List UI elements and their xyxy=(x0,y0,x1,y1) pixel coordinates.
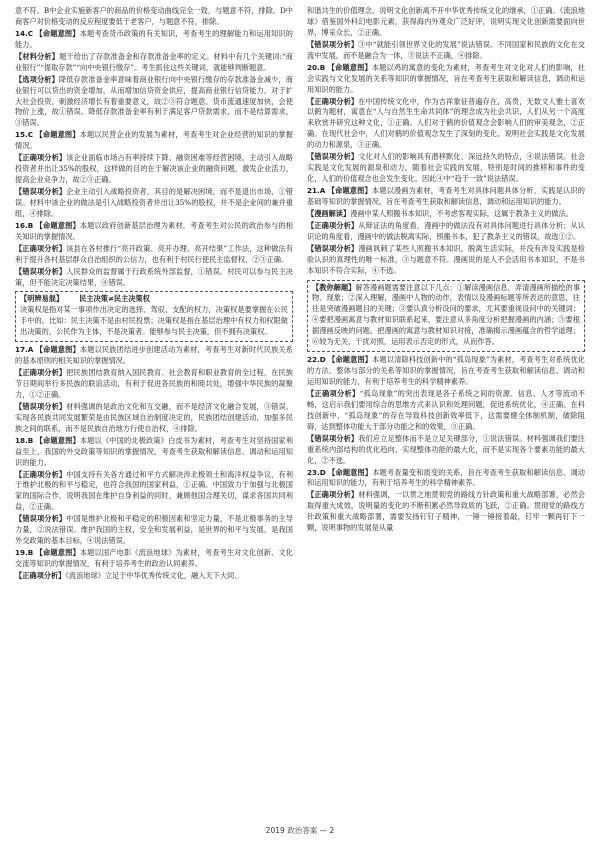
note-title: 【明辨易混】 xyxy=(20,294,64,304)
question-number: 20.B xyxy=(307,62,326,72)
question-20: 20.B 【命题意图】本题以鸡的寓意的变化为素材，考查考生对文化对人们的影响，社会实践与文化发展的关系等知识的掌握情况，旨在考查考生获取和解读信息，调动和运用知识的能力。 【正确项分析】在中国传统文化中，作为吉祥象征普遍存在，高贵，无数文人雅士喜欢以鹤为题材，寓意在“人与自然生生命共同体”的理念成为社会共识，人们从另一个高度来欣赏并研究这种文化，①正确。人们对于鹤的价值观念会影响人们的审美观念，②正确。在现代社会中，人们对鹤的价值观念发生了深刻的变化，说明社会实践是文化发展的动力和源泉，③正确。 【错误项分析】文化对人们的影响具有潜移默化、深远持久的特点，④说法错误。社会实践是文化发展的源泉和动力，随着社会实践的发展，特别是时间的推移和事件的变化，人们的价值观念也会发生变化，因此④中“趋于一致”说法错误。 xyxy=(307,62,585,184)
question-number: 22.D xyxy=(307,355,326,365)
note-body: 决策权是指对某一事项作出决定的选择、驾驭、支配的权力，决策权是要掌握在公民手中的，比如：民主决策不是由村民投票；决策权是指在基层治理中有权力和权限做出决策的，公民作为主体，不是决策者。能够参与民主决策，但不拥有决策权。 xyxy=(20,305,288,337)
continued-text: 和谐共生的价值理念，说明文化创新离不开中华优秀传统文化的继承，①正确。《流浪地球》借鉴国外科幻电影元素，获得海内外观众广泛好评，说明实现文化创新需要面向世界，博采众长，②正确。 xyxy=(307,6,585,37)
question-18: 18.B 【命题意图】本题以《中国的北极政策》白皮书为素材，考查考生对坚持国家利益至上，我国的外交政策等知识的掌握情况，考查考生获取和解读信息、调动和运用知识的能力。 【正确项分析】中国支持有关各方通过和平方式解决涉北极领土和海洋权益争议，有利于维护北极的和平与稳定，也符合我国的国家利益，①正确。中国致力于加强与北极国家的国际合作，说明我国在维护自身利益的同时，兼顾他国合理关切，谋求各国共同利益，②正确。 【错误项分析】中国是维护北极和平稳定的积极因素和坚定力量，不是北极事务的主导力量，②说法错误。维护我国的主权，安全和发展利益，是世界的和平与发展，是我国外交政策的基本目标，④说法错误。 xyxy=(15,435,293,546)
question-14: 14.C 【命题意图】本题考查货币政策的有关知识，考查考生的理解能力和运用知识的能力。 【材料分析】题干给出了存款准备金和存款准备金率的定义。材料中有几个关键词:“商业银行”“提取存款”“向中央银行缴存”。考生抓住这些关键词，就能够判断题意。 【选项分析】降低存款准备金率意味着商业银行向中央银行缴存的存款准备金减少，商业银行可以贷出的资金增加，从而增加信贷资金供应，提高商业银行信贷能力，对于扩大社会投资，刺激经济增长有着重要意义，故②③符合题意。货币流通速度加快，会使物价上涨，故①错误。降低存款准备金率有利于满足客户贷款需求，而不是结算需求，③错误。 xyxy=(15,28,293,128)
question-number: 19.B xyxy=(15,548,34,558)
question-21: 21.A 【命题意图】本题以漫画为素材，考查考生对具体问题具体分析、实践是认识的基础等知识的掌握情况，旨在考查考生获取和解读信息，调动和运用知识的能力。 【漫画解读】漫画中某人照搬书本知识，不考虑客观实际，这属于教条主义的做法。 【正确项分析】从辩证法的角度看，漫画中的做法没有对具体问题进行具体分析；从认识论的角度看，漫画中的做法脱离实际，照搬书本，犯了教条主义的错误，故选①②。 【错误项分析】漫画讽刺了某些人照搬书本知识，脱离生活实际，并没有涉及实践是检验认识的真理性的唯一标准，③与题意不符。漫画说的是人不会活用书本知识，不是书本知识不符合实际，④不选。 xyxy=(307,186,585,275)
solving-tip-box xyxy=(307,280,585,353)
clarify-note-box xyxy=(15,291,293,342)
question-number: 18.B xyxy=(15,435,34,445)
left-column xyxy=(15,6,293,824)
question-number: 15.C xyxy=(15,130,34,140)
right-column: 和谐共生的价值理念，说明文化创新离不开中华优秀传统文化的继承，①正确。《流浪地球》借鉴国外科幻电影元素，获得海内外观众广泛好评，说明实现文化创新需要面向世界，博采众长，②正确。 【错误项分析】③中“就能引领世界文化的发展”说法错误。不同国家和民族的文化在交流中发展，而不是融合为一体，③说法不正确，④排除。 20.B 【命题意图】本题以鸡的寓意的变化为素材，考查考生对文化对人们的影响，社会实践与文化发展的关系等知识的掌握情况，旨在考查考生获取和解读信息，调动和运用知识的能力。 【正确项分析】在中国传统文化中，作为吉祥象征普遍存在，高贵，无数文人雅士喜欢以鹤为题材，寓意在“人与自然生生命共同体”的理念成为社会共识，人们从另一个高度来欣赏并研究这种文化，①正确。人们对于鹤的价值观念会影响人们的审美观念，②正确。在现代社会中，人们对鹤的价值观念发生了深刻的变化，说明社会实践是文化发展的动力和源泉，③正确。 【错误项分析】文化对人们的影响具有潜移默化、深远持久的特点，④说法错误。社会实践是文化发展的源泉和动力，随着社会实践的发展，特别是时间的推移和事件的变化，人们的价值观念也会发生变化，因此④中“趋于一致”说法错误。 21.A 【命题意图】本题以漫画为素材，考查考生对具体问题具体分析、实践是认识的基础等知识的掌握情况，旨在考查考生获取和解读信息，调动和运用知识的能力。 【漫画解读】漫画中某人照搬书本知识，不考虑客观实际，这属于教条主义的做法。 【正确项分析】从辩证法的角度看，漫画中的做法没有对具体问题进行具体分析；从认识论的角度看，漫画中的做法脱离实际，照搬书本，犯了教条主义的错误，故选①②。 【错误项分析】漫画讽刺了某些人照搬书本知识，脱离生活实际，并没有涉及实践是检验认识的真理性的唯一标准，③与题意不符。漫画说的是人不会活用书本知识，不是书本知识不符合实际，④不选。 【教你解题】解答漫画题需要注意以下几点：①解读漫画信息，弄清漫画所描绘的事物、现象；②深入理解，漫画中人物的动作，表情以及漫画标题等所表达的意思，往往是突破漫画题目的关键；③要认真分析设问的要求，尤其要重视设问中的关键词；④要把漫画寓意与教材知识联系起来，要注意从多角度分析把握漫画的内涵；⑤要根据漫画反映的问题，把漫画的寓意与教材知识对接，准确揭示漫画蕴含的哲学道理；⑥较为无关、干扰对照，运用表示否定的形式，从而作答。 22.D 【命题意图】本题以清除科技创新中的“孤岛现象”为素材，考查考生对系统优化的方法、整体与部分的关系等知识的掌握情况，旨在考查考生获取和解读信息、调动和运用知识的能力，有利于培养考生的科学精神素养。 【正确项分析】“孤岛现象”的突出表现是各子系统之间的资源、信息、人才等流动不畅，这启示我们要用综合的思维方式来认识和处理问题，促进系统优化，④正确。在科技创新中，“孤岛现象”的存在导致科技创新效率低下，这需要健全体制机制，破除阻碍，达到整体功能大于部分功能之和的效果，③正确。 【错误项分析】我们应立足整体而不是立足关键部分，①说法错误。材料强调我们要注重系统内部结构的优化趋向，实现整体功能的最大化，而不是实现各个要素功能的最大化，②不选。 23.D 【命题意图】本题考查量变和质变的关系，旨在考查考生获取和解读信息、调动和运用知识的能力，有利于培养考生的科学精神素养。 【正确项分析】材料强调，一以贯之地贯彻党的路线方针政策和重大战略部署，必然会取得重大成效，说明量的变化的不断积累必然导致质的飞跃，②正确。贯彻党的路线方针政策和重大战略部署，需要发扬钉钉子精神，一锤一锤接着敲，钉牢一颗再钉下一颗，说明事物的发展是从量 xyxy=(307,6,585,533)
question-19: 19.B 【命题意图】本题以国产电影《流浪地球》为素材，考查考生对文化创新、文化交流等知识的掌握情况，有利于培养考生的政治认同素养。 【正确项分析】《流浪地球》立足于中华优秀传统文化，融入天下大同、 xyxy=(15,548,293,580)
question-17: 17.A 【命题意图】本题以民族团结进步创建活动为素材，考查考生对新时代民族关系的基本原则的相关知识的掌握情况。 【正确项分析】把民族团结教育纳入国民教育、社会教育和职业教育的全过程，在民族节日期间举行多民族的联谊活动，有利于促进各民族的和睦共处，增强中华民族的凝聚力，①②正确。 【错误项分析】材料强调的是政治文化和互交融，而不是经济文化融合发展，③错误。实现各民族共同发展繁荣是由民族区域自治制度决定的，民族团结创建活动，加强多民族之间的联系，而不是民族自治地方行使自治权，④排除。 xyxy=(15,345,293,433)
question-number: 17.A xyxy=(15,345,34,355)
tip-body: 解答漫画题需要注意以下几点：①解读漫画信息，弄清漫画所描绘的事物、现象；②深入理解，漫画中人物的动作，表情以及漫画标题等所表达的意思，往往是突破漫画题目的关键；③要认真分析设问的要求，尤其要重视设问中的关键词；④要把漫画寓意与教材知识联系起来，要注意从多角度分析把握漫画的内涵；⑤要根据漫画反映的问题，把漫画的寓意与教材知识对接，准确揭示漫画蕴含的哲学道理；⑥较为无关、干扰对照，运用表示否定的形式，从而作答。 xyxy=(312,282,580,347)
question-15: 15.C 【命题意图】本题以民营企业的发展为素材，考查考生对企业经营的知识的掌握情况。 【正确项分析】该企业面临市场占有率持续下降、融资困难等经营困境，主动引入战略投资者并出让35%的股权，这样做的目的在于解决该企业的融资问题，激发企业活力，提高企业竞争力，故②③正确。 【错误项分析】企业主动引入战略投资者，其目的是解决困境，而不是退出市场，①错误。材料中该企业的做法是引入战略投资者并出让35%的股权，并不是企业间的兼并重组，④排除。 xyxy=(15,130,293,218)
note-subtitle: 民主决策≠民主决策权 xyxy=(79,294,150,304)
tip-title: 【教你解题】 xyxy=(312,282,356,292)
continued-text: 意不符。B中企业实施新客户的商品的价格变动曲线完全一致，与题意不符，排除。D中商客户对价格变动的反应程度要低于老客户，与题意不符，排除。 xyxy=(15,6,293,26)
question-number: 14.C xyxy=(15,28,34,38)
question-22: 22.D 【命题意图】本题以清除科技创新中的“孤岛现象”为素材，考查考生对系统优化的方法、整体与部分的关系等知识的掌握情况，旨在考查考生获取和解读信息、调动和运用知识的能力，有利于培养考生的科学精神素养。 【正确项分析】“孤岛现象”的突出表现是各子系统之间的资源、信息、人才等流动不畅，这启示我们要用综合的思维方式来认识和处理问题，促进系统优化，④正确。在科技创新中，“孤岛现象”的存在导致科技创新效率低下，这需要健全体制机制，破除阻碍，达到整体功能大于部分功能之和的效果，③正确。 【错误项分析】我们应立足整体而不是立足关键部分，①说法错误。材料强调我们要注重系统内部结构的优化趋向，实现整体功能的最大化，而不是实现各个要素功能的最大化，②不选。 xyxy=(307,355,585,465)
page-footer: 2019 政治答案 — 2 xyxy=(265,826,335,835)
question-23: 23.D 【命题意图】本题考查量变和质变的关系，旨在考查考生获取和解读信息、调动和运用知识的能力，有利于培养考生的科学精神素养。 【正确项分析】材料强调，一以贯之地贯彻党的路线方针政策和重大战略部署，必然会取得重大成效，说明量的变化的不断积累必然导致质的飞跃，②正确。贯彻党的路线方针政策和重大战略部署，需要发扬钉钉子精神，一锤一锤接着敲，钉牢一颗再钉下一颗，说明事物的发展是从量 xyxy=(307,467,585,533)
question-16: 16.B 【命题意图】本题以政府创新基层治理为素材，考查考生对公民的政治参与的相关知识的掌握情况。 【正确项分析】该县在各村推行“亮开政策、亮开办理、亮开结果”工作法，这种做法有利于提升各村基层群众自治组织的公信力，也有利于村民行使民主监督权，②③正确。 【错误项分析】人民群众的监督属于行政系统外部监督，①错误。村民可以参与民主决策，但不能决定决策结果，④错误。 xyxy=(15,220,293,287)
question-number: 21.A xyxy=(307,186,326,195)
question-number: 16.B xyxy=(15,220,34,230)
question-number: 23.D xyxy=(307,467,326,477)
